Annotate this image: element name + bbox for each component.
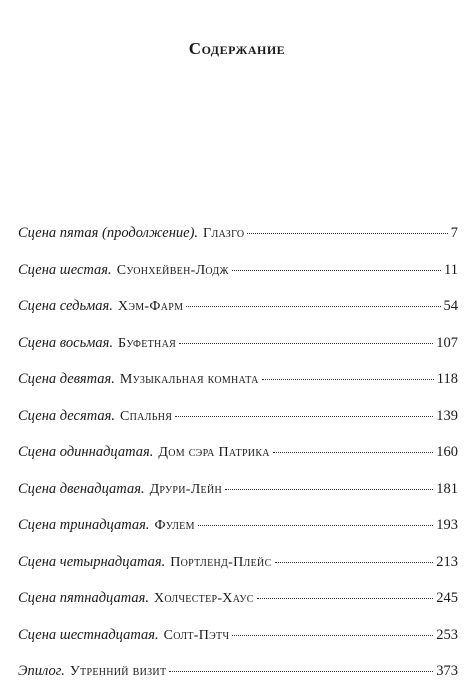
entry-title: Фулем [154, 518, 195, 533]
toc-entry [18, 261, 458, 298]
entry-label: Сцена восьмая. [18, 334, 114, 351]
page-title: Содержание [188, 39, 286, 59]
entry-page-number: 253 [436, 626, 458, 643]
entry-page-number: 373 [436, 663, 458, 679]
toc-entry [18, 662, 458, 699]
entry-label: Сцена четырнадцатая. [18, 553, 166, 570]
entry-label: Сцена девятая. [18, 371, 115, 387]
entry-page-number: 139 [436, 407, 458, 424]
entry-title: Музыкальная комната [119, 372, 259, 387]
dot-leader [169, 671, 433, 672]
dot-leader [198, 525, 433, 526]
entry-page-number: 107 [436, 334, 458, 351]
entry-page-number: 213 [436, 553, 458, 570]
toc-entry [18, 334, 458, 371]
toc-entry [18, 297, 458, 334]
entry-title: Друри-Лейн [149, 481, 223, 497]
entry-page-number: 245 [436, 590, 458, 606]
dot-leader [273, 452, 433, 453]
entry-page-number: 160 [436, 444, 458, 460]
entry-title: Суонхейвен-Лодж [116, 262, 229, 278]
toc-entry [18, 224, 458, 261]
dot-leader [179, 343, 433, 344]
entry-title: Портленд-Плейс [170, 554, 272, 570]
entry-title: Буфетная [118, 335, 177, 351]
entry-label: Сцена одиннадцатая. [18, 444, 154, 460]
dot-leader [186, 306, 440, 307]
entry-page-number: 193 [436, 517, 458, 533]
entry-label: Сцена седьмая. [18, 298, 113, 314]
toc-entry [18, 480, 458, 517]
dot-leader [262, 379, 434, 380]
entry-label: Сцена десятая. [18, 407, 115, 424]
entry-label: Эпилог. [18, 663, 65, 679]
entry-page-number: 181 [436, 480, 458, 497]
dot-leader [175, 416, 433, 417]
entry-label: Сцена шестая. [18, 261, 112, 278]
entry-title: Дом сэра Патрика [158, 445, 270, 460]
dot-leader [275, 562, 434, 563]
toc-entry [18, 626, 458, 663]
entry-page-number: 7 [450, 225, 458, 241]
toc-entry [18, 553, 458, 590]
toc-entry [18, 407, 458, 444]
dot-leader [257, 598, 434, 599]
entry-title: Утренний визит [69, 664, 167, 679]
entry-page-number: 11 [444, 261, 458, 278]
toc-entry [18, 589, 458, 626]
toc-entry [18, 516, 458, 553]
entry-label: Сцена тринадцатая. [18, 517, 150, 533]
dot-leader [225, 489, 433, 490]
entry-title: Солт-Пэтч [163, 627, 230, 643]
entry-title: Глазго [203, 226, 245, 241]
entry-label: Сцена пятнадцатая. [18, 590, 149, 606]
dot-leader [232, 270, 441, 271]
entry-page-number: 54 [443, 298, 458, 314]
toc-entry [18, 443, 458, 480]
dot-leader [247, 233, 447, 234]
entry-label: Сцена двенадцатая. [18, 480, 145, 497]
dot-leader [232, 635, 433, 636]
entry-label: Сцена пятая (продолжение). [18, 225, 199, 241]
entry-title: Хэм-Фарм [117, 299, 184, 314]
toc-entry [18, 370, 458, 407]
entry-label: Сцена шестнадцатая. [18, 626, 159, 643]
table-of-contents [18, 224, 458, 699]
entry-title: Спальня [119, 408, 173, 424]
entry-page-number: 118 [436, 371, 458, 387]
entry-title: Холчестер-Хаус [153, 591, 254, 606]
